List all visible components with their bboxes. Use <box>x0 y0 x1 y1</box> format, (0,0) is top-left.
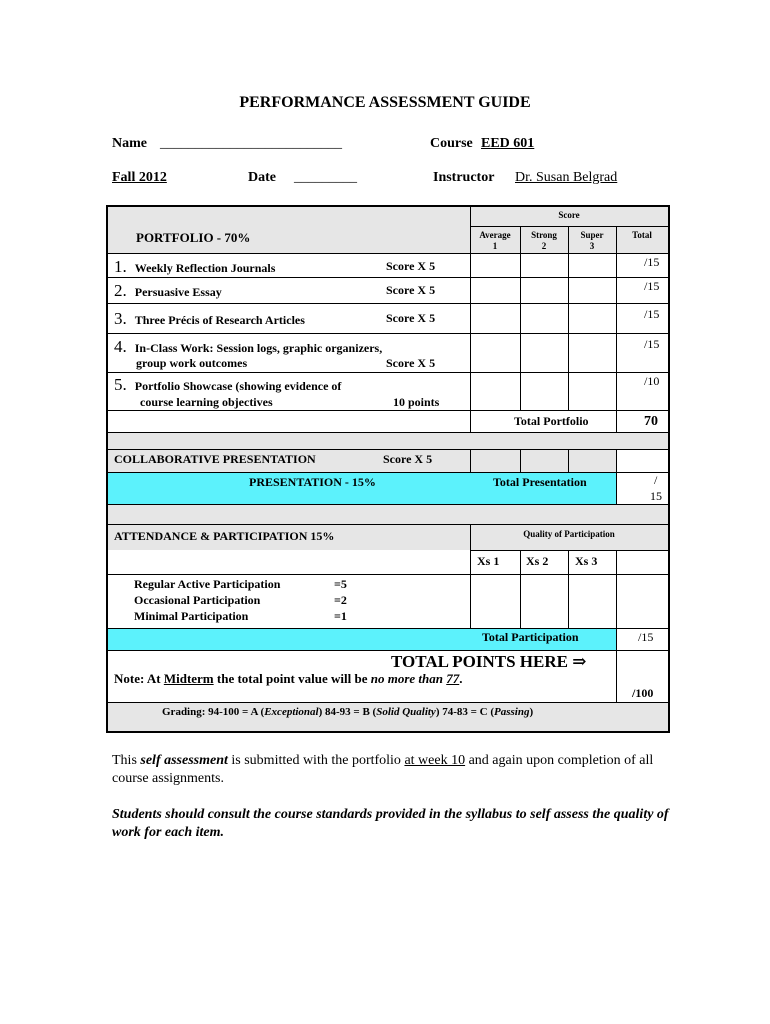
participation-value: =5 <box>334 577 347 591</box>
date-label: Date <box>248 170 276 185</box>
collab-label: COLLABORATIVE PRESENTATION <box>114 452 316 466</box>
item-text-cont: group work outcomes <box>136 356 248 370</box>
date-field[interactable]: _________ <box>294 170 357 185</box>
item-score: 10 points <box>393 395 440 409</box>
rule <box>470 449 471 472</box>
rule <box>108 449 668 450</box>
participation-label: Occasional Participation <box>134 593 261 607</box>
participation-label: Minimal Participation <box>134 609 249 623</box>
instructor-value: Dr. Susan Belgrad <box>515 170 618 185</box>
rule <box>108 650 668 651</box>
item-total: /10 <box>644 374 660 388</box>
total-presentation-label: Total Presentation <box>493 475 587 489</box>
item-score: Score X 5 <box>386 283 436 297</box>
rule <box>616 650 617 702</box>
participation-value: =2 <box>334 593 347 607</box>
spacer-bg-2 <box>108 504 668 524</box>
self-assessment-note: This self assessment is submitted with the portfolio at week 10 and again upon completion of all course assignments. <box>112 753 654 786</box>
xs1-label: Xs 1 <box>477 554 500 568</box>
total-points-value: /100 <box>632 686 654 700</box>
rule <box>568 226 569 410</box>
item-score: Score X 5 <box>386 259 436 273</box>
rule <box>108 574 668 575</box>
rule <box>108 472 668 473</box>
item-total: /15 <box>644 255 660 269</box>
col-total: Total <box>632 230 652 240</box>
name-field[interactable]: __________________________ <box>160 136 342 151</box>
rule <box>470 524 471 628</box>
rule <box>520 226 521 410</box>
presentation-label: PRESENTATION - 15% <box>249 475 376 489</box>
rule <box>616 449 617 504</box>
rule <box>108 372 668 373</box>
rule <box>470 226 668 227</box>
total-presentation-value: 15 <box>650 489 662 503</box>
quality-label: Quality of Participation <box>523 529 615 539</box>
rule <box>568 550 569 628</box>
portfolio-label: PORTFOLIO - 70% <box>136 230 251 245</box>
xs3-label: Xs 3 <box>575 554 598 568</box>
total-presentation-slash: / <box>654 473 658 487</box>
item-row-3: 3. Three Précis of Research Articles <box>114 309 305 328</box>
item-score: Score X 5 <box>386 356 436 370</box>
col-average: Average 1 <box>479 230 511 251</box>
rule <box>108 504 668 505</box>
term-label: Fall 2012 <box>112 170 167 185</box>
item-total: /15 <box>644 307 660 321</box>
item-total: /15 <box>644 337 660 351</box>
item-row-5: 5. Portfolio Showcase (showing evidence of <box>114 375 342 394</box>
rule <box>108 524 668 525</box>
total-portfolio-value: 70 <box>644 414 658 429</box>
rule <box>520 550 521 628</box>
participation-label: Regular Active Participation <box>134 577 281 591</box>
grading-scale: Grading: 94-100 = A (Exceptional) 84-93 = B (Solid Quality) 74-83 = C (Passing) <box>162 706 534 718</box>
instructor-label: Instructor <box>433 170 495 185</box>
rule <box>470 550 668 551</box>
course-label: Course <box>430 136 473 151</box>
rule <box>108 410 668 411</box>
total-points-label: TOTAL POINTS HERE ⇒ <box>391 652 587 671</box>
col-super: Super 3 <box>580 230 604 251</box>
page-title: PERFORMANCE ASSESSMENT GUIDE <box>239 94 531 111</box>
item-score: Score X 5 <box>386 311 436 325</box>
item-text-cont: course learning objectives <box>140 395 273 409</box>
standards-note: Students should consult the course standards provided in the syllabus to self assess the quality of work for each item. <box>112 807 669 840</box>
col-strong: Strong 2 <box>531 230 557 251</box>
spacer-bg-1 <box>108 432 668 449</box>
rule <box>108 702 668 703</box>
item-total: /15 <box>644 279 660 293</box>
item-row-1: 1. Weekly Reflection Journals <box>114 257 276 276</box>
xs2-label: Xs 2 <box>526 554 549 568</box>
assessment-table <box>106 205 670 733</box>
course-value: EED 601 <box>481 136 535 151</box>
score-header: Score <box>558 210 580 220</box>
rule <box>616 550 617 650</box>
rule <box>108 253 668 254</box>
total-portfolio-label: Total Portfolio <box>514 414 589 428</box>
rule <box>108 277 668 278</box>
item-row-2: 2. Persuasive Essay <box>114 281 222 300</box>
item-row-4: 4. In-Class Work: Session logs, graphic organizers, <box>114 337 383 356</box>
collab-score-bg <box>470 449 616 472</box>
total-participation-label: Total Participation <box>482 630 579 644</box>
rule <box>108 333 668 334</box>
attendance-label: ATTENDANCE & PARTICIPATION 15% <box>114 529 335 543</box>
total-participation-value: /15 <box>638 630 654 644</box>
midterm-note: Note: At Midterm the total point value will be no more than 77. <box>114 671 463 686</box>
rule <box>568 449 569 472</box>
rule <box>108 303 668 304</box>
rule <box>520 449 521 472</box>
rule <box>108 628 668 629</box>
name-label: Name <box>112 136 147 151</box>
rule <box>108 432 668 433</box>
collab-score: Score X 5 <box>383 452 433 466</box>
rule <box>616 226 617 432</box>
participation-value: =1 <box>334 609 347 623</box>
